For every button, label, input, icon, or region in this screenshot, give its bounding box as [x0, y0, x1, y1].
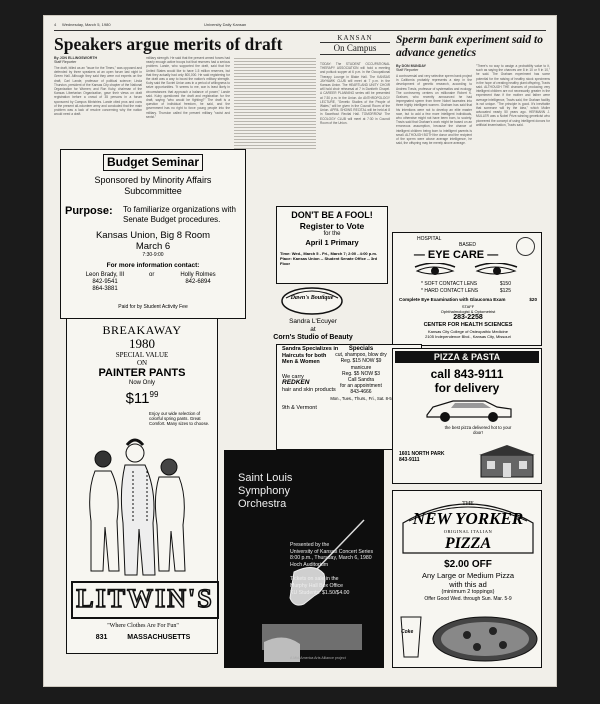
kansan-body: TODAY: The STUDENT OCCUPATIONAL THERAPY ASSOCIATION will hold a meeting and potluck supper at 6 p.m. in the Occupational Therapy Lounge in Blake Hall. The KANSAS JAYHAWK CLUB will meet at 7 p.m. in the Kansas Union. The HEARTLAND UNITY CHOIR will hold choir rehearsal at 7 in Danforth Chapel. A CAREER PLANNING series will be presented at 7:30 p.m. in the Union. An ANTHROPOLOGY LECTURE, "Genetic Studies of the People of Wales," will be given in the Council Room of the Union. APRIL SHOWS RECITAL will be held at 8 in Swarthout Recital Hall. TOMORROW: The ECOLOGY CLUB will meet at 7:30 in Council Room of the Union. — [320, 62, 390, 125]
ny-line2: NEW YORKER — [412, 509, 524, 528]
budget-time: 7:30-9:00 — [142, 252, 164, 258]
exam-price: $20 — [529, 297, 537, 302]
symphony-presented: Presented by the — [290, 542, 330, 548]
budget-info-heading: For more information contact: — [106, 262, 200, 269]
breakaway-special: SPECIAL VALUE — [115, 351, 169, 359]
new-yorker-ad — [392, 490, 542, 668]
budget-title: Budget Seminar — [103, 154, 203, 171]
boutique-script: Dawn's Boutique — [290, 295, 334, 301]
sperm-body-right: "There's no way to assign a probability value to it, such as saying the chances are 8 in 10 or 9 in 10," he said. The Graham experiment has some potential for the raising of healthy stock specimens in the hope of creating healthy plant offspring, Travis said. ALTHOUGH THE chances of producing very intelligent children are not necessarily greater in the experiment than if the mother and father were average intelligence, Travis said, the Graham facility is not unique. "The principle is good. It's inevitable that someone will try the idea," which Muller advocated nearly 50 years ago. HERMANN J. MULLER was a Nobel Prize-winning geneticist who pioneered the concept of using intelligent donors for artificial insemination, Travis said. — [476, 64, 550, 127]
symphony-presenter: University of Kansas Concert Series — [290, 548, 374, 555]
pizza-illustration — [423, 609, 539, 665]
eyecare-phone: 283-2258 — [453, 314, 483, 321]
pasta-caption: the best pizza delivered hot to your door! — [444, 425, 512, 435]
symphony-prices: KU Students: $1.50/$4.00 — [290, 589, 350, 596]
kansan-header — [320, 34, 390, 58]
budget-location: Kansas Union, Big 8 Room — [95, 230, 211, 241]
beauty-products: hair and skin products — [282, 386, 336, 393]
sperm-byline — [396, 64, 472, 73]
draft-byline-name: By JON ELLINGSWORTH — [54, 56, 98, 60]
ny-line1: THE — [462, 501, 474, 507]
vote-place: Place: Kansas Union -- Student Senate Office -- 3rd Floor — [280, 256, 378, 266]
eyecare-dash-left: — — [413, 249, 425, 261]
beauty-studio: Corn's Studio of Beauty — [273, 334, 353, 341]
vote-line1: DON'T BE A FOOL! — [291, 210, 373, 220]
eyes-illustration — [413, 263, 519, 279]
litwins-now: Now Only — [128, 380, 155, 386]
vote-line2: Register to Vote — [299, 221, 365, 231]
beauty-address: 9th & Vermont — [282, 405, 317, 411]
pasta-address2: 843-9111 — [399, 457, 420, 463]
kansan-subtitle: On Campus — [320, 42, 390, 55]
hard-lens-price: $125 — [499, 287, 511, 294]
budget-date: March 6 — [135, 241, 171, 252]
painter-pants: PAINTER PANTS — [98, 367, 186, 379]
symphony-date: 8:00 p.m., Thursday, March 6, 1980 — [290, 555, 372, 562]
litwins-price-wrap — [67, 387, 217, 407]
litwins-price-cents: 99 — [149, 390, 159, 399]
contact-or: or — [149, 272, 155, 278]
symphony-office: Murphy Hall Box Office — [290, 582, 343, 589]
soft-lens-price: $150 — [499, 281, 511, 287]
draft-body-col2: military strength. He said that the present armed forces had nearly enough active troops but that reserves had a serious problem. Lande, who supported the draft, said that the United States would like to have 1.5 million reserves, but that they actually had only 800,000. He said registering for the draft was a way to boost the nation's military strength. Kuby said the Soviet Union was in a period of willingness to seize opportunities. "It seems to me, war is least likely in circumstances that approach a balance of power," Lande said. Kuby questioned the draft and registration for the draft, saying "who would be fighting?" The draft is a question of individual freedom, he said, and the government has no right to force young people into the military. Thurston called the present military "racist and sexist." — [146, 56, 230, 119]
vote-line4: April 1 Primary — [305, 238, 359, 247]
beauty-spec1: Sandra Specializes in — [282, 346, 339, 352]
contact-1-name: Leon Brady, III — [85, 272, 125, 278]
litwins-slogan: "Where Clothes Are For Fun" — [107, 623, 179, 629]
beauty-brand: REDKEN — [282, 379, 310, 386]
breakaway-on: ON — [136, 359, 148, 367]
draft-byline-role: Staff Reporter — [54, 60, 77, 65]
eyecare-college: Kansas City College of Osteopathic Medicine — [427, 329, 509, 334]
contact-1-phone1: 842-9541 — [92, 279, 118, 285]
beauty-appt: for an appointment — [340, 383, 382, 390]
pasta-delivery: for delivery — [434, 381, 500, 395]
budget-paid: Paid for by Student Activity Fee — [118, 304, 188, 310]
special2-price: Reg. $5 NOW $3 — [341, 370, 381, 377]
eyecare-based: BASED — [459, 242, 476, 248]
kansan-title: KANSAN — [337, 34, 373, 42]
symphony-info — [290, 542, 380, 596]
eyecare-dash-right: — — [487, 249, 499, 261]
pizza-pasta-ad — [392, 348, 542, 484]
ny-min: (minimum 2 toppings) — [441, 589, 495, 595]
special1: cut, shampoo, blow dry — [335, 352, 387, 359]
newspaper-page — [44, 16, 556, 686]
pasta-call: call 843-9111 — [430, 367, 504, 381]
hard-lens-label: * HARD CONTACT LENS — [421, 287, 479, 294]
budget-seminar-ad — [60, 149, 246, 319]
vote-line3: for the — [323, 231, 341, 237]
sperm-byline-name: By DON MUNDAY — [396, 64, 427, 68]
litwins-store: LITWIN'S — [76, 584, 214, 613]
page-masthead — [54, 22, 548, 30]
budget-purpose — [65, 205, 241, 225]
vote-ad — [276, 206, 388, 284]
special2: manicure — [350, 364, 372, 371]
delivery-car-icon — [423, 395, 515, 423]
page-date: Wednesday, March 5, 1980 — [62, 22, 111, 27]
draft-byline — [54, 56, 144, 65]
contact-2-name: Holly Rolmes — [180, 272, 216, 278]
eyecare-center: CENTER FOR HEALTH SCIENCES — [423, 322, 513, 328]
litwins-logo — [71, 581, 219, 619]
eyecare-footer — [397, 304, 539, 339]
beauty-spec3: Men & Women — [282, 359, 320, 365]
litwins-street: MASSACHUSETTS — [127, 634, 191, 641]
draft-body-col1: The draft, billed as an "issue for the Times," was opposed and defended by three speakers at an open forum last night in Green Hall. Although they said they were not experts on the draft, Carl Lande, professor of political science; Linda Thurston, president of the Kansas City chapter of the National Organization for Women; and Ron Kuby, chairman of the Kansas Libertarian Organization, gave their views on draft registration before a crowd of 35 persons in a forum sponsored by Campus Ministries. Lande cited pros and cons of the present all-volunteer army and concluded that the main problem was a lack of resolve concerning why the nation would need a draft. — [54, 66, 142, 117]
ny-offer2: with this ad — [449, 580, 487, 589]
beauty-heading — [244, 318, 382, 342]
coke-label: Coke — [401, 629, 414, 635]
ny-price: $2.00 OFF — [444, 559, 492, 570]
contact-2 — [165, 272, 231, 286]
breakaway-year: 1980 — [129, 336, 155, 351]
symphony-footer: A Mid-America Arts Alliance project — [290, 656, 346, 660]
beauty-phone: 843-4666 — [350, 389, 372, 396]
boutique-logo — [280, 286, 344, 316]
eyecare-prices — [421, 281, 511, 294]
budget-contacts — [65, 272, 241, 304]
breakaway-title: BREAKAWAY — [102, 323, 182, 337]
draft-headline: Speakers argue merits of draft — [54, 34, 283, 54]
sperm-body-left: A controversial and very selective sperm bank project in California probably represents a step in the development of genetic research, according to Andrew Travis, professor of systematics and ecology. The controversy centers on millionaire Robert K. Graham, who recently announced he had impregnated sperm from three Nobel laureates into three highly intelligent women. Graham has said that his intentions were not to develop an elite master race, but to add a few more intelligent individuals, who otherwise might not have been born, to society. Travis said that Graham's work might be based on an erroneous assumption, because the chance of intelligent children being born to intelligent parents is small. ALTHOUGH BOTH the donor and the recipient of the sperm were above average intelligence, he said, the offspring may be merely above average. — [396, 74, 472, 146]
symphony-tickets: Tickets on sale in the — [290, 576, 339, 583]
litwins-address — [71, 633, 215, 642]
exam-label: Complete Eye Examination with Glaucoma Exam — [399, 297, 506, 302]
eyecare-title — [401, 249, 511, 261]
eyecare-seal — [516, 237, 535, 256]
budget-purpose-text: To familiarize organizations with Senate Budget procedures. — [123, 205, 236, 224]
paper-name: University Daily Kansan — [204, 22, 247, 27]
pasta-title-bar — [395, 351, 539, 363]
litwins-ad — [66, 318, 218, 654]
symphony-hall: Hoch Auditorium — [290, 561, 329, 568]
eyecare-address: 2105 Independence Blvd., Kansas City, Missouri — [425, 334, 511, 339]
budget-sponsor: Sponsored by Minority Affairs Subcommittee — [94, 175, 212, 196]
page-number: 4 — [54, 22, 57, 27]
litwins-header — [67, 323, 217, 407]
pasta-address1: 1601 NORTH PARK — [399, 451, 445, 457]
contact-1 — [75, 272, 135, 293]
draft-body-col3 — [234, 56, 316, 151]
beauty-call: Call Sandra — [347, 377, 375, 384]
beauty-hours: Mon., Tues., Thurs., Fri., Sat. 8-5 — [330, 395, 392, 401]
eyecare-ad — [392, 232, 542, 346]
restaurant-building-icon — [479, 445, 535, 479]
ny-offer1: Any Large or Medium Pizza — [421, 571, 515, 580]
budget-purpose-label: Purpose: — [65, 205, 113, 217]
painter-pants-models-illustration — [73, 431, 193, 579]
special1-price: Reg. $15 NOW $9 — [340, 358, 382, 365]
beauty-specials — [322, 346, 400, 402]
vote-times: Time: Wed., March 5 - Fri., March 7; 2:00 - 4:00 p.m. — [280, 251, 377, 256]
pasta-title: PIZZA & PASTA — [433, 352, 501, 362]
ny-good: Offer Good Wed. through Sun. Mar. 5-9 — [424, 596, 512, 602]
eyecare-staff-sub: Ophthalmologist & Optometrist — [440, 309, 496, 314]
contact-1-phone2: 864-3881 — [92, 286, 118, 292]
eyecare-exam — [399, 297, 537, 303]
eyecare-staff: STAFF — [461, 304, 475, 309]
ny-line4: ORIGINAL ITALIAN — [443, 529, 493, 534]
soft-lens-label: * SOFT CONTACT LENS — [421, 281, 478, 287]
contact-2-phone: 842-6894 — [185, 279, 211, 285]
litwins-price: $11 — [125, 390, 150, 407]
logo-oval-icon — [282, 288, 342, 314]
eyecare-title-text: EYE CARE — [427, 249, 485, 261]
symphony-ad — [224, 450, 384, 668]
pasta-address — [399, 451, 455, 463]
beauty-at: at — [310, 326, 316, 333]
litwins-blurb: Enjoy our wide selection of colorful spring pants. Great Comfort. Many sizes to choose. — [149, 411, 210, 426]
beauty-carry: We carry — [282, 373, 304, 380]
ny-offer — [397, 559, 539, 603]
symphony-title: Saint Louis Symphony Orchestra — [238, 472, 293, 510]
sperm-byline-role: Staff Reporter — [396, 68, 419, 73]
coke-cup-icon — [399, 615, 423, 659]
specials-title: Specials — [348, 346, 374, 352]
beauty-spec2: Haircuts for both — [282, 352, 327, 359]
eyecare-hospital: HOSPITAL — [417, 236, 442, 242]
litwins-number: 831 — [95, 634, 108, 641]
beauty-name: Sandra L'Ecuyer — [289, 318, 337, 325]
ny-line3: PIZZA — [444, 535, 492, 552]
sperm-headline: Sperm bank experiment said to advance genetics — [396, 34, 543, 59]
